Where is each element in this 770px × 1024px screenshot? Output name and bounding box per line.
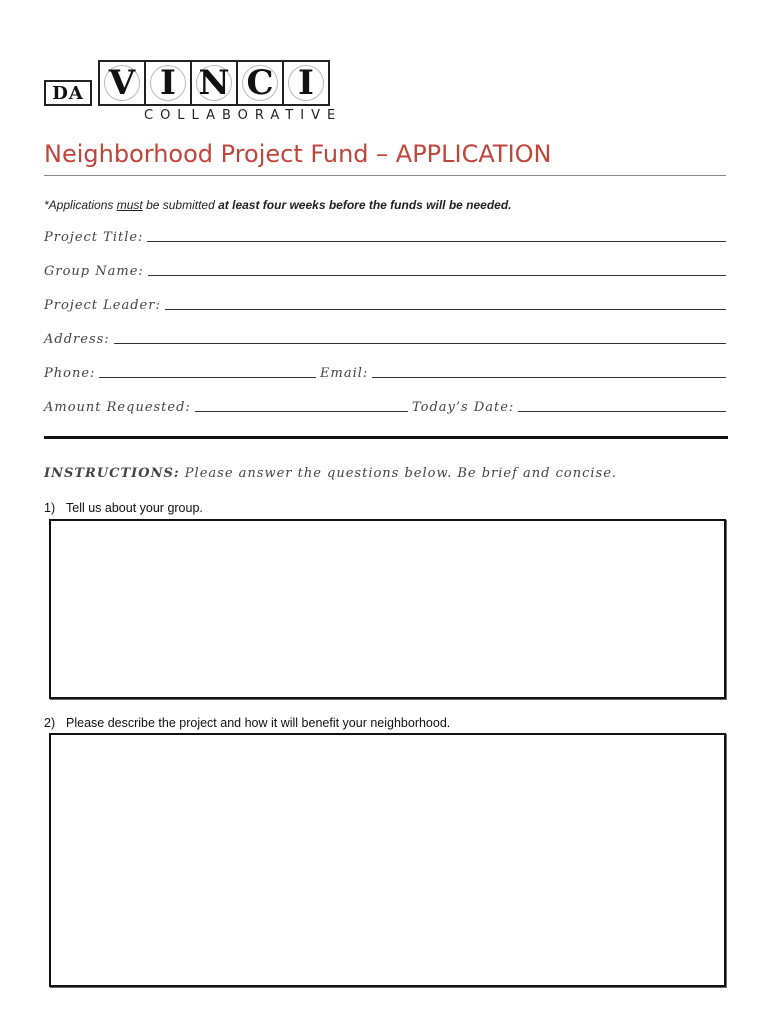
logo-tile: N (190, 60, 238, 106)
note-emphasis: must (116, 198, 143, 212)
answer-box-1[interactable] (49, 519, 726, 699)
logo-tile: V (98, 60, 146, 106)
logo-letter-tiles (98, 60, 328, 106)
group-name-field[interactable] (44, 264, 726, 279)
logo-tile: I (144, 60, 192, 106)
question-text: Tell us about your group. (66, 501, 203, 515)
logo-tile: C (236, 60, 284, 106)
address-field[interactable] (44, 332, 726, 347)
question-1 (44, 501, 203, 515)
submission-note: *Applications must be submitted at least four weeks before the funds will be needed. (44, 198, 512, 212)
project-title-label: Project Title: (44, 230, 144, 245)
phone-field[interactable] (44, 366, 316, 381)
question-number: 2) (44, 716, 56, 730)
davinci-logo (44, 58, 344, 128)
section-divider (44, 436, 728, 439)
email-field[interactable] (320, 366, 726, 381)
todays-date-label: Today’s Date: (412, 400, 515, 415)
page-title: Neighborhood Project Fund – APPLICATION (44, 140, 552, 168)
question-number: 1) (44, 501, 56, 515)
amount-requested-field[interactable] (44, 400, 408, 415)
instructions (44, 466, 617, 481)
question-2 (44, 716, 450, 730)
email-label: Email: (320, 366, 369, 381)
address-input-line[interactable] (114, 342, 726, 344)
logo-tile: I (282, 60, 330, 106)
question-text: Please describe the project and how it will benefit your neighborhood. (66, 716, 451, 730)
project-leader-field[interactable] (44, 298, 726, 313)
project-title-input-line[interactable] (147, 240, 726, 242)
logo-subtitle: COLLABORATIVE (144, 108, 343, 123)
project-leader-input-line[interactable] (165, 308, 726, 310)
todays-date-field[interactable] (412, 400, 726, 415)
note-bold: at least four weeks before the funds will be needed. (218, 198, 512, 212)
project-leader-label: Project Leader: (44, 298, 161, 313)
amount-requested-input-line[interactable] (195, 410, 408, 412)
address-label: Address: (44, 332, 110, 347)
email-input-line[interactable] (372, 376, 726, 378)
answer-box-2[interactable] (49, 733, 726, 987)
group-name-input-line[interactable] (148, 274, 726, 276)
instructions-text: Please answer the questions below. Be brief and concise. (179, 466, 618, 481)
logo-prefix: DA (44, 80, 92, 106)
project-title-field[interactable] (44, 230, 726, 245)
phone-label: Phone: (44, 366, 96, 381)
title-divider (44, 175, 726, 176)
amount-requested-label: Amount Requested: (44, 400, 191, 415)
instructions-label: INSTRUCTIONS: (44, 466, 180, 481)
todays-date-input-line[interactable] (518, 410, 726, 412)
group-name-label: Group Name: (44, 264, 144, 279)
phone-input-line[interactable] (99, 376, 316, 378)
